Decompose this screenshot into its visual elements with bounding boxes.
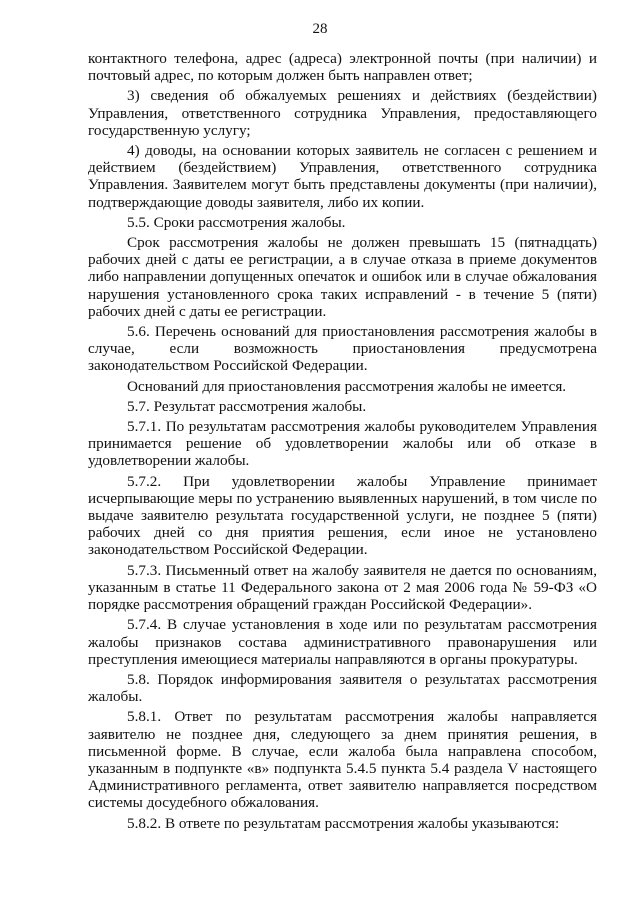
section-heading: 5.8. Порядок информирования заявителя о результатах рассмотрения жалобы. bbox=[88, 670, 597, 706]
paragraph: 5.8.1. Ответ по результатам рассмотрения жалобы направляется заявителю не позднее дня, следующего за днем принятия решения, в письменной форме. В случае, если жалоба была направлена способом, указанным в подпункте «в» подпункта 5.4.5 пункта 5.4 раздела V настоящего Административного регламента, ответ заявителю направляется посредством системы досудебного обжалования. bbox=[88, 708, 597, 812]
paragraph: Оснований для приостановления рассмотрения жалобы не имеется. bbox=[127, 377, 567, 395]
paragraph: 5.8.2. В ответе по результатам рассмотрения жалобы указываются: bbox=[127, 814, 560, 832]
page-number: 28 bbox=[312, 21, 328, 37]
paragraph: контактного телефона, адрес (адреса) электронной почты (при наличии) и почтовый адрес, по которым должен быть направлен ответ; bbox=[88, 50, 597, 85]
paragraph: Срок рассмотрения жалобы не должен превышать 15 (пятнадцать) рабочих дней с даты ее регистрации, а в случае отказа в приеме документов либо направлении допущенных опечаток и ошибок или в случае обжалования нарушения установленного срока таких исправлений - в течение 5 (пяти) рабочих дней с даты ее регистрации. bbox=[88, 234, 597, 320]
paragraph: 5.7.4. В случае установления в ходе или по результатам рассмотрения жалобы признаков состава административного правонарушения или преступления имеющиеся материалы направляются в органы прокуратуры. bbox=[88, 616, 597, 668]
paragraph: 3) сведения об обжалуемых решениях и действиях (бездействии) Управления, ответственного сотрудника Управления, предоставляющего государственную услугу; bbox=[88, 87, 597, 139]
section-heading: 5.5. Сроки рассмотрения жалобы. bbox=[127, 213, 346, 231]
paragraph: 5.7.2. При удовлетворении жалобы Управление принимает исчерпывающие меры по устранению выявленных нарушений, в том числе по выдаче заявителю результата государственной услуги, не позднее 5 (пяти) рабочих дней со дня приятия решения, если иное не установлено законодательством Российской Федерации. bbox=[88, 472, 597, 559]
document-body bbox=[88, 50, 597, 835]
paragraph: 5.7.1. По результатам рассмотрения жалобы руководителем Управления принимается решение об удовлетворении жалобы или об отказе в удовлетворении жалобы. bbox=[88, 418, 597, 470]
section-heading: 5.6. Перечень оснований для приостановления рассмотрения жалобы в случае, если возможность приостановления предусмотрена законодательством Российской Федерации. bbox=[88, 323, 597, 375]
paragraph: 4) доводы, на основании которых заявитель не согласен с решением и действием (бездействием) Управления, ответственного сотрудника Управления. Заявителем могут быть представлены документы (при наличии), подтверждающие доводы заявителя, либо их копии. bbox=[88, 142, 597, 211]
paragraph: 5.7.3. Письменный ответ на жалобу заявителя не дается по основаниям, указанным в статье 11 Федерального закона от 2 мая 2006 года № 59-ФЗ «О порядке рассмотрения обращений граждан Российской Федерации». bbox=[88, 561, 597, 614]
section-heading: 5.7. Результат рассмотрения жалобы. bbox=[127, 397, 367, 415]
